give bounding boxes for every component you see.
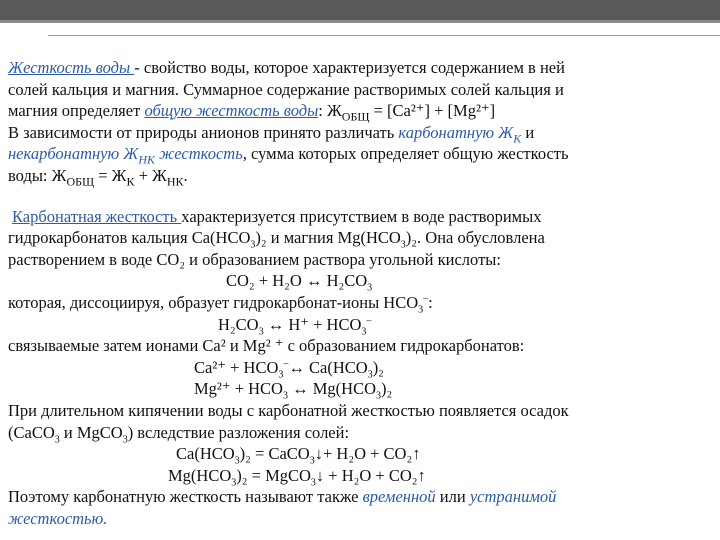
- carbonate-line-7: связываемые затем ионами Ca² и Mg² ⁺ с образованием гидрокарбонатов:: [8, 336, 525, 356]
- slide-top-bar: [0, 0, 720, 20]
- definition-line-5: некарбонатную $Ж_{НК}$ жесткость, сумма которых определяет общую жесткость: [8, 144, 569, 167]
- conclusion-line-1: Поэтому карбонатную жесткость называют также временной или устранимой: [8, 487, 557, 507]
- carbonate-line-2: гидрокарбонатов кальция $Ca(HCO_3)_2$ и магния $Mg(HCO_3)_2$. Она обусловлена: [8, 228, 545, 251]
- slide-divider-line: [48, 35, 720, 36]
- equation-1: CO₂ + H₂O ↔ $H_2CO_3$: [226, 271, 373, 294]
- boiling-line-2: (CaCO$_3$ и MgCO$_3$) вследствие разложения солей:: [8, 422, 350, 445]
- term-noncarbonate: некарбонатную Ж: [8, 144, 139, 164]
- term-removable: устранимой: [469, 487, 557, 507]
- term-hardness-italic: жесткостью.: [8, 508, 108, 528]
- equation-3: $Ca^{2+} + HCO_3^-\leftrightarrow$ $Ca(HCO_3)_2$: [194, 357, 384, 381]
- term-water-hardness: Жесткость воды: [8, 58, 135, 77]
- term-carbonate-hardness: Карбонатная жесткость: [12, 206, 182, 226]
- slide-body: [8, 57, 716, 529]
- definition-line-6: воды: $Ж_{ОБЩ} = Ж_К + Ж_{НК}$.: [8, 165, 188, 189]
- carbonate-line-5: которая, диссоциируя, образует гидрокарбонат-ионы $HCO_3^-$:: [8, 292, 433, 316]
- definition-line-1: Жесткость воды - свойство воды, которое характеризуется содержанием в ней: [8, 58, 565, 77]
- term-total-hardness: общую жесткость воды: [144, 101, 319, 121]
- carbonate-line-1: Карбонатная жесткость характеризуется присутствием в воде растворимых: [12, 206, 542, 226]
- equation-6: $Mg(HCO_3)_2$ = MgCO$_3$↓ + H₂O + CO₂↑: [168, 465, 426, 488]
- conclusion-line-2: [8, 508, 716, 530]
- term-carbonate: карбонатную Ж: [398, 122, 514, 142]
- definition-line-3: магния определяет общую жесткость воды: $Ж_{ОБЩ} = [Ca^{2+}] + [Mg^{2+}]$: [8, 101, 496, 124]
- slide-top-accent: [0, 20, 720, 23]
- carbonate-line-3: растворением в воде CO₂ и образованием раствора угольной кислоты:: [8, 249, 501, 269]
- definition-line-2: солей кальция и магния. Суммарное содержание растворимых солей кальция и: [8, 79, 564, 99]
- equation-2: $H_2CO_3$ ↔ $H^+ + HCO_3^-$: [218, 314, 372, 337]
- equation-4: $Mg^{2+} + HCO_3$ ↔ $Mg(HCO_3)_2$: [194, 379, 393, 402]
- term-temporary: временной: [362, 487, 436, 507]
- paragraph-gap: [8, 187, 716, 206]
- definition-line-4: В зависимости от природы анионов принято различать карбонатную $Ж_К$ и: [8, 122, 535, 146]
- equation-5: $Ca(HCO_3)_2$ = CaCO$_3$↓+ H₂O + CO₂↑: [176, 444, 421, 467]
- boiling-line-1: При длительном кипячении воды с карбонатной жесткостью появляется осадок: [8, 400, 569, 420]
